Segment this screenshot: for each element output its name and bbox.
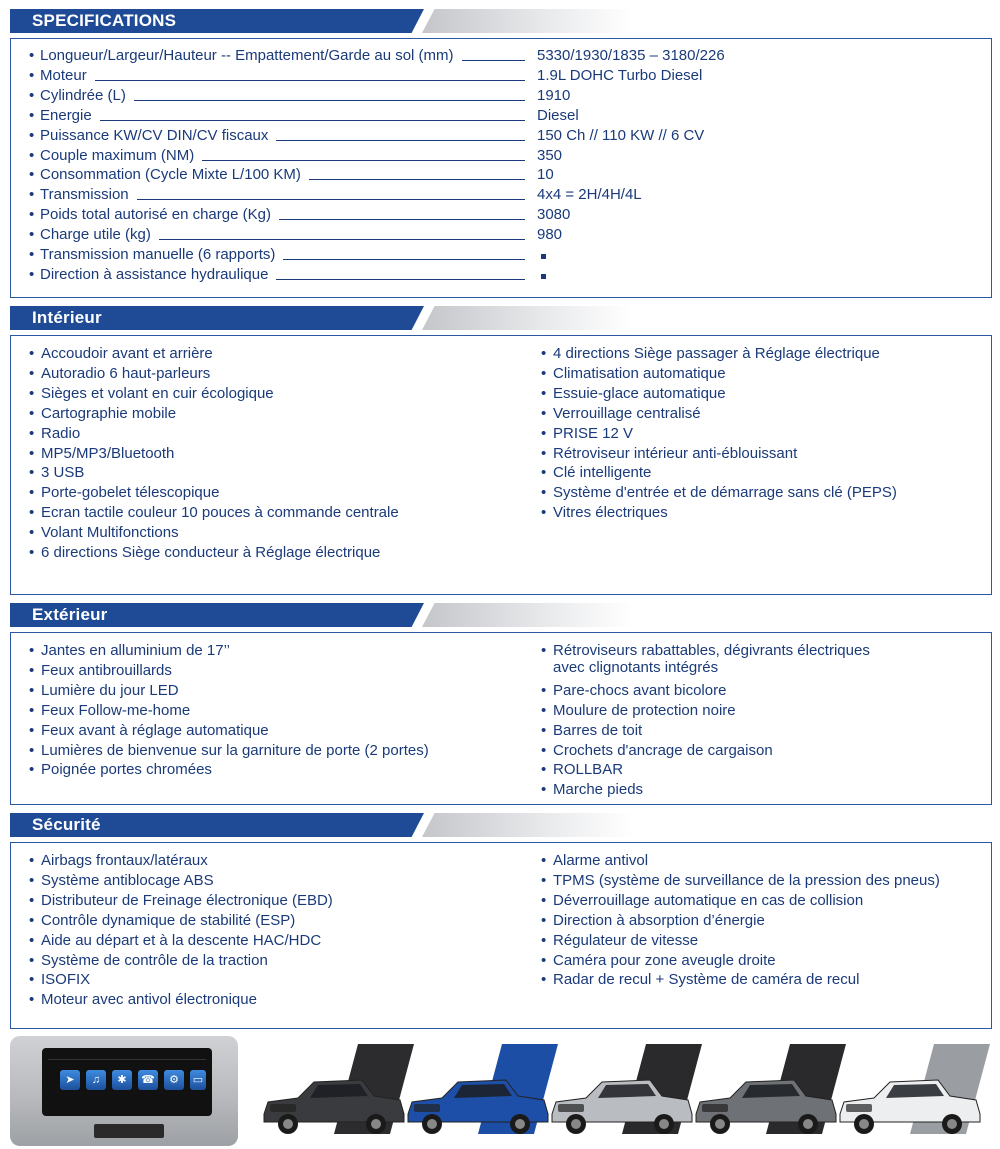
feature-label: Autoradio 6 haut-parleurs bbox=[41, 364, 211, 382]
feature-item bbox=[541, 742, 773, 759]
bullet: • bbox=[541, 701, 547, 719]
screen-status-bar bbox=[48, 1052, 206, 1060]
feature-label: MP5/MP3/Bluetooth bbox=[41, 444, 175, 462]
leader-line bbox=[134, 100, 525, 101]
exterieur-box bbox=[10, 632, 992, 805]
feature-label: Rétroviseurs rabattables, dégivrants électriques bbox=[553, 642, 870, 659]
section-title: Intérieur bbox=[32, 308, 102, 327]
feature-label: Feux Follow-me-home bbox=[41, 701, 191, 719]
feature-label-continued: avec clignotants intégrés bbox=[553, 659, 719, 676]
bullet: • bbox=[541, 871, 547, 889]
feature-item bbox=[541, 504, 668, 521]
feature-item bbox=[29, 722, 269, 739]
bullet: • bbox=[29, 226, 35, 244]
bullet: • bbox=[541, 444, 547, 462]
feature-item bbox=[29, 702, 190, 719]
bullet: • bbox=[29, 106, 35, 124]
bullet: • bbox=[541, 931, 547, 949]
pickup-truck-icon bbox=[690, 1074, 840, 1136]
spec-value: 3080 bbox=[537, 206, 571, 224]
spec-label: Puissance KW/CV DIN/CV fiscaux bbox=[40, 126, 269, 144]
spec-value: 150 Ch // 110 KW // 6 CV bbox=[537, 126, 705, 144]
feature-item bbox=[541, 405, 701, 422]
bullet: • bbox=[29, 871, 35, 889]
feature-item bbox=[29, 952, 268, 969]
feature-item bbox=[29, 425, 80, 442]
feature-item bbox=[29, 484, 219, 501]
spec-row bbox=[29, 107, 969, 127]
bullet: • bbox=[541, 891, 547, 909]
feature-item bbox=[29, 642, 230, 659]
leader-line bbox=[100, 120, 525, 121]
infotainment-screen bbox=[42, 1048, 212, 1116]
leader-line bbox=[462, 60, 525, 61]
feature-item bbox=[29, 872, 214, 889]
bullet: • bbox=[29, 484, 35, 502]
feature-label: Déverrouillage automatique en cas de collision bbox=[553, 891, 864, 909]
feature-label: Pare-chocs avant bicolore bbox=[553, 681, 727, 699]
spec-label: Moteur bbox=[40, 66, 87, 84]
spec-value: 4x4 = 2H/4H/4L bbox=[537, 186, 642, 204]
bullet: • bbox=[541, 364, 547, 382]
feature-label: TPMS (système de surveillance de la pression des pneus) bbox=[553, 871, 940, 889]
feature-item bbox=[29, 971, 90, 988]
bullet: • bbox=[29, 345, 35, 362]
feature-item bbox=[29, 682, 179, 699]
leader-line bbox=[283, 259, 525, 260]
feature-label: Moulure de protection noire bbox=[553, 701, 736, 719]
spec-row bbox=[29, 266, 969, 286]
section-title: Extérieur bbox=[32, 605, 108, 624]
feature-item bbox=[29, 445, 174, 462]
header-grey-fade bbox=[422, 813, 632, 837]
bullet: • bbox=[541, 761, 547, 779]
feature-label: Jantes en alluminium de 17’’ bbox=[41, 642, 231, 659]
navigation-app-icon: ➤ bbox=[60, 1070, 80, 1090]
spec-row bbox=[29, 166, 969, 186]
feature-label: Clé intelligente bbox=[553, 464, 652, 482]
feature-label: Radio bbox=[41, 424, 81, 442]
spec-row bbox=[29, 147, 969, 167]
feature-label: Barres de toit bbox=[553, 721, 643, 739]
bullet: • bbox=[29, 524, 35, 542]
feature-item bbox=[541, 682, 726, 699]
bullet: • bbox=[29, 206, 35, 224]
feature-label: Caméra pour zone aveugle droite bbox=[553, 951, 776, 969]
interieur-box bbox=[10, 335, 992, 595]
feature-label: Cartographie mobile bbox=[41, 404, 177, 422]
feature-item bbox=[29, 405, 176, 422]
feature-label: Feux antibrouillards bbox=[41, 661, 172, 679]
feature-label: 3 USB bbox=[41, 464, 85, 482]
feature-label: Système de contrôle de la traction bbox=[41, 951, 268, 969]
pickup-truck-photo bbox=[546, 1044, 702, 1144]
spec-row bbox=[29, 186, 969, 206]
bullet: • bbox=[29, 761, 35, 779]
bullet: • bbox=[541, 464, 547, 482]
feature-label: Ecran tactile couleur 10 pouces à commande centrale bbox=[41, 504, 399, 522]
bullet: • bbox=[29, 424, 35, 442]
bullet: • bbox=[29, 126, 35, 144]
feature-label: Vitres électriques bbox=[553, 504, 668, 522]
feature-item bbox=[541, 365, 726, 382]
spec-label: Couple maximum (NM) bbox=[40, 146, 195, 164]
bullet: • bbox=[29, 931, 35, 949]
bullet: • bbox=[29, 721, 35, 739]
feature-label: Lumières de bienvenue sur la garniture de porte (2 portes) bbox=[41, 741, 429, 759]
bullet: • bbox=[541, 911, 547, 929]
bullet: • bbox=[29, 642, 35, 659]
bullet: • bbox=[541, 741, 547, 759]
bullet: • bbox=[29, 504, 35, 522]
leader-line bbox=[279, 219, 525, 220]
spec-row bbox=[29, 246, 969, 266]
bullet: • bbox=[29, 852, 35, 869]
pickup-truck-icon bbox=[402, 1074, 552, 1136]
bullet: • bbox=[541, 504, 547, 522]
spec-label: Poids total autorisé en charge (Kg) bbox=[40, 206, 271, 224]
spec-row bbox=[29, 206, 969, 226]
feature-label: Verrouillage centralisé bbox=[553, 404, 701, 422]
bullet: • bbox=[541, 971, 547, 989]
spec-value: 10 bbox=[537, 166, 554, 184]
feature-item bbox=[29, 385, 274, 402]
bullet: • bbox=[29, 701, 35, 719]
spec-label: Cylindrée (L) bbox=[40, 86, 126, 104]
spec-value: Diesel bbox=[537, 106, 579, 124]
spec-row bbox=[29, 67, 969, 87]
bullet: • bbox=[29, 404, 35, 422]
bullet: • bbox=[541, 681, 547, 699]
bullet: • bbox=[29, 971, 35, 989]
feature-item bbox=[541, 642, 870, 676]
leader-line bbox=[202, 160, 525, 161]
section-title: SPECIFICATIONS bbox=[32, 11, 177, 30]
header-grey-fade bbox=[422, 9, 632, 33]
feature-item bbox=[29, 852, 208, 869]
spec-row bbox=[29, 47, 969, 67]
bullet: • bbox=[29, 891, 35, 909]
vehicle-photo-strip bbox=[10, 1036, 992, 1148]
feature-item bbox=[541, 952, 776, 969]
leader-line bbox=[276, 140, 525, 141]
bluetooth-app-icon: ✱ bbox=[112, 1070, 132, 1090]
feature-label: Distributeur de Freinage électronique (EBD) bbox=[41, 891, 333, 909]
pickup-truck-photo bbox=[834, 1044, 990, 1144]
feature-item bbox=[29, 504, 399, 521]
feature-label: Climatisation automatique bbox=[553, 364, 726, 382]
feature-label: 4 directions Siège passager à Réglage électrique bbox=[553, 345, 880, 362]
spec-value: 350 bbox=[537, 146, 563, 164]
feature-label: Direction à absorption d’énergie bbox=[553, 911, 765, 929]
feature-item bbox=[541, 892, 863, 909]
section-title: Sécurité bbox=[32, 815, 101, 834]
feature-item bbox=[541, 781, 643, 798]
feature-label: PRISE 12 V bbox=[553, 424, 634, 442]
spec-value: 980 bbox=[537, 226, 563, 244]
feature-label: Marche pieds bbox=[553, 781, 644, 799]
spec-label: Transmission bbox=[40, 186, 129, 204]
bullet: • bbox=[29, 741, 35, 759]
feature-label: Essuie-glace automatique bbox=[553, 384, 726, 402]
bullet: • bbox=[29, 166, 35, 184]
spec-label: Longueur/Largeur/Hauteur -- Empattement/Garde au sol (mm) bbox=[40, 47, 454, 64]
dashboard-photo bbox=[10, 1036, 238, 1146]
bullet: • bbox=[541, 345, 547, 362]
pickup-truck-icon bbox=[546, 1074, 696, 1136]
specifications-box bbox=[10, 38, 992, 298]
pickup-truck-icon bbox=[258, 1074, 408, 1136]
spec-value: 1910 bbox=[537, 86, 571, 104]
bullet: • bbox=[29, 911, 35, 929]
media-app-icon: ♫ bbox=[86, 1070, 106, 1090]
feature-item bbox=[541, 912, 765, 929]
pickup-truck-icon bbox=[834, 1074, 984, 1136]
bullet: • bbox=[29, 951, 35, 969]
feature-item bbox=[541, 425, 633, 442]
leader-line bbox=[137, 199, 525, 200]
feature-item bbox=[29, 991, 257, 1008]
leader-line bbox=[159, 239, 525, 240]
spec-label: Direction à assistance hydraulique bbox=[40, 265, 269, 283]
spec-label: Consommation (Cycle Mixte L/100 KM) bbox=[40, 166, 301, 184]
header-grey-fade bbox=[422, 603, 632, 627]
bullet: • bbox=[541, 404, 547, 422]
feature-label: Moteur avec antivol électronique bbox=[41, 991, 257, 1009]
feature-label: Poignée portes chromées bbox=[41, 761, 212, 779]
feature-item bbox=[541, 702, 736, 719]
air-vents bbox=[94, 1124, 164, 1138]
feature-item bbox=[541, 445, 797, 462]
feature-item bbox=[541, 761, 623, 778]
bullet: • bbox=[29, 47, 35, 64]
pickup-truck-photo bbox=[258, 1044, 414, 1144]
feature-label: ISOFIX bbox=[41, 971, 91, 989]
bullet: • bbox=[541, 781, 547, 799]
feature-item bbox=[541, 464, 651, 481]
feature-label: Aide au départ et à la descente HAC/HDC bbox=[41, 931, 322, 949]
feature-item bbox=[29, 544, 380, 561]
feature-item bbox=[541, 385, 726, 402]
bullet: • bbox=[541, 384, 547, 402]
feature-item bbox=[29, 464, 84, 481]
feature-item bbox=[29, 892, 333, 909]
feature-label: Feux avant à réglage automatique bbox=[41, 721, 269, 739]
bullet: • bbox=[29, 246, 35, 263]
bullet: • bbox=[29, 265, 35, 283]
feature-label: Porte-gobelet télescopique bbox=[41, 484, 220, 502]
feature-label: ROLLBAR bbox=[553, 761, 624, 779]
spec-value: 1.9L DOHC Turbo Diesel bbox=[537, 66, 703, 84]
bullet: • bbox=[541, 424, 547, 442]
feature-item bbox=[29, 912, 295, 929]
feature-item bbox=[29, 662, 172, 679]
bullet: • bbox=[29, 544, 35, 561]
feature-label: Système d'entrée et de démarrage sans clé (PEPS) bbox=[553, 484, 897, 502]
phone-app-icon: ☎ bbox=[138, 1070, 158, 1090]
feature-label: Rétroviseur intérieur anti-éblouissant bbox=[553, 444, 798, 462]
bullet: • bbox=[541, 721, 547, 739]
feature-label: Alarme antivol bbox=[553, 852, 649, 869]
securite-box bbox=[10, 842, 992, 1029]
spec-label: Energie bbox=[40, 106, 92, 124]
spec-label: Charge utile (kg) bbox=[40, 226, 151, 244]
car-app-icon: ▭ bbox=[190, 1070, 206, 1090]
bullet: • bbox=[541, 642, 547, 659]
feature-label: Système antiblocage ABS bbox=[41, 871, 214, 889]
feature-label: 6 directions Siège conducteur à Réglage électrique bbox=[41, 544, 381, 561]
bullet: • bbox=[541, 852, 547, 869]
header-grey-fade bbox=[422, 306, 632, 330]
leader-line bbox=[276, 279, 525, 280]
feature-item bbox=[541, 971, 859, 988]
feature-item bbox=[541, 722, 642, 739]
bullet: • bbox=[541, 951, 547, 969]
feature-label: Airbags frontaux/latéraux bbox=[41, 852, 208, 869]
bullet: • bbox=[29, 384, 35, 402]
spec-row bbox=[29, 226, 969, 246]
bullet: • bbox=[541, 484, 547, 502]
bullet: • bbox=[29, 991, 35, 1009]
feature-item bbox=[541, 872, 940, 889]
bullet: • bbox=[29, 464, 35, 482]
feature-label: Régulateur de vitesse bbox=[553, 931, 699, 949]
feature-item bbox=[29, 932, 321, 949]
section-header-securite bbox=[10, 813, 632, 837]
feature-item bbox=[29, 345, 213, 362]
leader-line bbox=[95, 80, 525, 81]
feature-label: Volant Multifonctions bbox=[41, 524, 179, 542]
bullet: • bbox=[29, 661, 35, 679]
spec-row bbox=[29, 87, 969, 107]
feature-label: Contrôle dynamique de stabilité (ESP) bbox=[41, 911, 296, 929]
included-marker bbox=[541, 254, 546, 259]
included-marker bbox=[541, 274, 546, 279]
bullet: • bbox=[29, 146, 35, 164]
bullet: • bbox=[29, 444, 35, 462]
bullet: • bbox=[29, 186, 35, 204]
feature-label: Crochets d'ancrage de cargaison bbox=[553, 741, 773, 759]
leader-line bbox=[309, 179, 525, 180]
feature-item bbox=[541, 932, 698, 949]
feature-item bbox=[541, 345, 880, 362]
bullet: • bbox=[29, 66, 35, 84]
feature-label: Lumière du jour LED bbox=[41, 681, 179, 699]
feature-label: Accoudoir avant et arrière bbox=[41, 345, 213, 362]
spec-row bbox=[29, 127, 969, 147]
feature-item bbox=[29, 761, 212, 778]
spec-label: Transmission manuelle (6 rapports) bbox=[40, 246, 276, 263]
settings-app-icon: ⚙ bbox=[164, 1070, 184, 1090]
section-header-interieur bbox=[10, 306, 632, 330]
feature-label: Radar de recul + Système de caméra de recul bbox=[553, 971, 860, 989]
feature-item bbox=[29, 742, 429, 759]
feature-label: Sièges et volant en cuir écologique bbox=[41, 384, 274, 402]
bullet: • bbox=[29, 364, 35, 382]
pickup-truck-photo bbox=[402, 1044, 558, 1144]
bullet: • bbox=[29, 681, 35, 699]
section-header-exterieur bbox=[10, 603, 632, 627]
spec-value: 5330/1930/1835 – 3180/226 bbox=[537, 47, 725, 64]
pickup-truck-photo bbox=[690, 1044, 846, 1144]
feature-item bbox=[29, 365, 210, 382]
feature-item bbox=[541, 852, 648, 869]
section-header-specifications bbox=[10, 9, 632, 33]
feature-item bbox=[541, 484, 897, 501]
feature-item bbox=[29, 524, 179, 541]
bullet: • bbox=[29, 86, 35, 104]
